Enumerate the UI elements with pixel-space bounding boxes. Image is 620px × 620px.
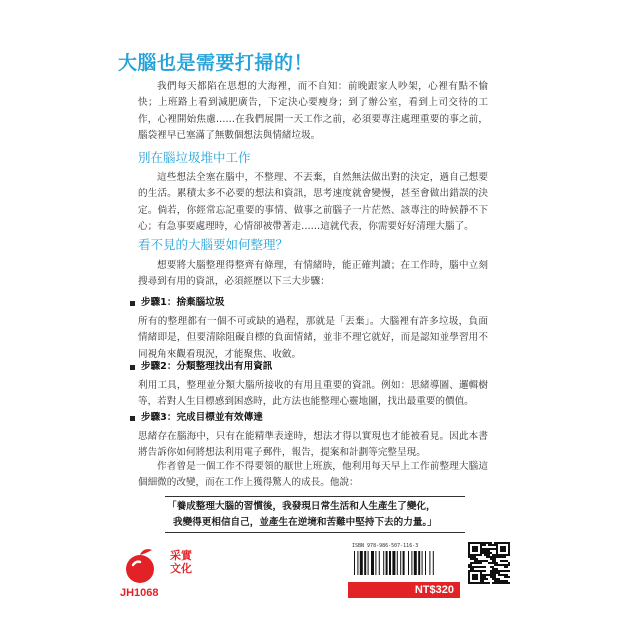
step-1-title: 步驟1：捨棄腦垃圾 (141, 297, 225, 308)
author-quote (167, 499, 467, 531)
main-title: 大腦也是需要打掃的！ (118, 52, 314, 74)
step-3-body: 思緒存在腦海中，只有在能精準表達時，想法才得以實現也才能被看見。因此本書將告訴你如何將想法利用電子郵件，報告，提案和計劃等完整呈現。 (138, 431, 488, 459)
publisher-name (170, 549, 200, 575)
section-heading-2: 看不見的大腦要如何整理？ (138, 237, 289, 252)
price-tag: NT$320 (348, 582, 460, 598)
square-bullet-icon (130, 416, 135, 421)
step-1 (130, 296, 488, 363)
square-bullet-icon (130, 301, 135, 306)
publisher-name-line-1: 采實 (170, 549, 192, 562)
series-code: JH1068 (120, 587, 159, 599)
section-2-body: 想要將大腦整理得整齊有條理，有情緒時，能正確判讀；在工作時，腦中立刻搜尋到有用的資訊，必須經歷以下三大步驟： (138, 260, 488, 288)
publisher-logo-icon (120, 545, 168, 585)
quote-divider-bottom (165, 532, 465, 533)
barcode-icon (352, 551, 456, 579)
quote-divider-top (165, 496, 465, 497)
intro-paragraph: 我們每天都陷在思想的大海裡，而不自知：前晚跟家人吵架，心裡有點不愉快；上班路上看到減肥廣告，下定決心要瘦身；到了辦公室，看到上司交待的工作，心裡開始焦慮……在我們展開一天工作之前，必須要專注處理重要的事之前，腦袋裡早已塞滿了無數個想法與情緒垃圾。 (138, 81, 488, 142)
section-1-body: 這些想法全塞在腦中，不整理、不丟棄，自然無法做出對的決定，過自己想要的生活。累積太多不必要的想法和資訊，思考速度就會變慢，甚至會做出錯誤的決定。倘若，你經常忘記重要的事情、做事之前腦子一片茫然、該專注的時候靜不下心；有急事要處理時，心情卻被帶著走……這就代表，你需要好好清理大腦了。 (138, 172, 488, 233)
step-title-row (130, 360, 488, 374)
quote-line-1: 「養成整理大腦的習慣後，我發現日常生活和人生產生了變化， (167, 501, 436, 512)
step-2-title: 步驟2：分類整理找出有用資訊 (141, 361, 273, 372)
closing-paragraph: 作者曾是一個工作不得要領的厭世上班族，他利用每天早上工作前整理大腦這個細微的改變，而在工作上獲得驚人的成長。他說： (138, 461, 488, 489)
square-bullet-icon (130, 365, 135, 370)
step-1-body: 所有的整理都有一個不可或缺的過程，那就是「丟棄」。大腦裡有許多垃圾，負面情緒即是，但要清除阻礙自標的負面情緒，並非不理它就好，而是認知並學習用不同視角來觀看現況，才能聚焦、收斂。 (138, 316, 488, 360)
isbn-text: ISBN 978-986-507-116-3 (352, 543, 419, 549)
step-3 (130, 411, 488, 462)
publisher-name-line-2: 文化 (170, 562, 192, 575)
qr-code-icon (468, 542, 510, 584)
quote-line-2: 我變得更相信自己，並產生在逆境和苦難中堅持下去的力量。」 (173, 517, 437, 528)
step-2 (130, 360, 488, 411)
step-3-title: 步驟3：完成目標並有效傳達 (141, 412, 263, 423)
step-title-row (130, 296, 488, 310)
step-title-row (130, 411, 488, 425)
section-heading-1: 別在腦垃圾堆中工作 (138, 150, 251, 165)
step-2-body: 利用工具，整理並分類大腦所接收的有用且重要的資訊。例如：思緒導圖、邏輯樹等，若對人生目標感到困惑時，此方法也能整理心靈地圖，找出最重要的價值。 (138, 380, 488, 408)
